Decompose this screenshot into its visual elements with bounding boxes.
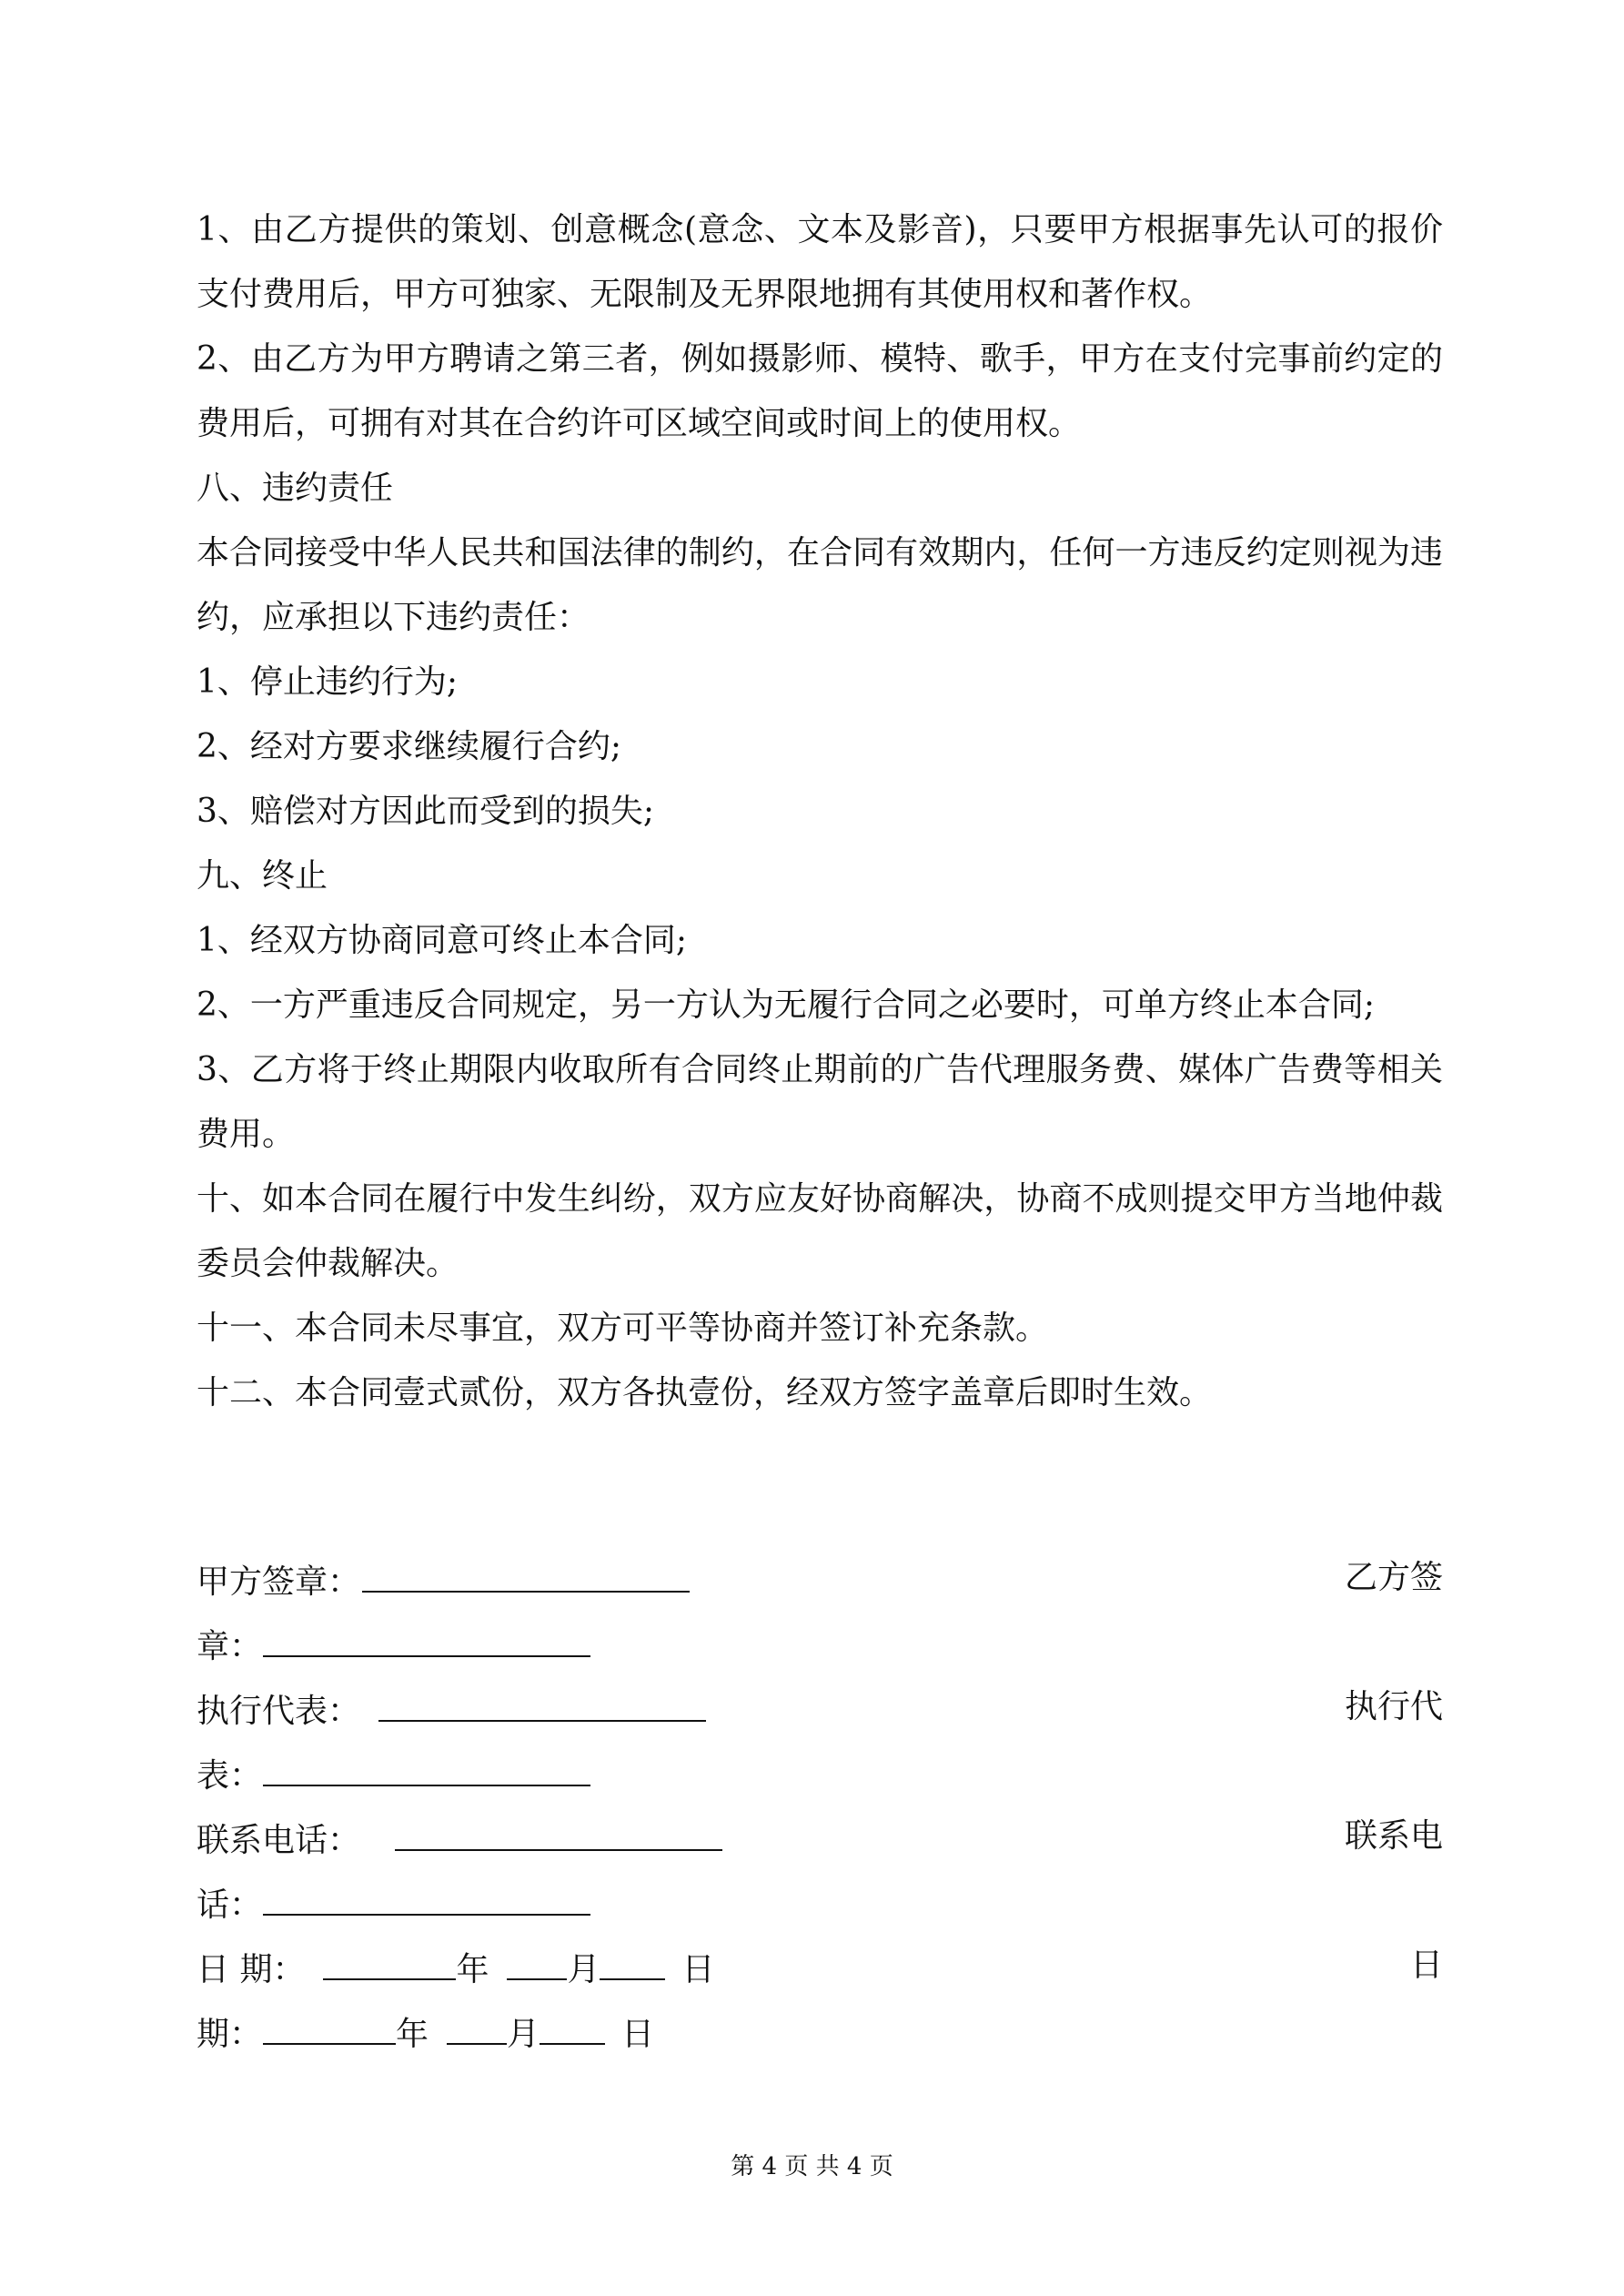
phone-a-row bbox=[197, 1804, 1443, 1868]
body-line: 2、经对方要求继续履行合约; bbox=[197, 728, 622, 765]
signature-block bbox=[197, 1545, 1443, 2062]
rep-a-label: 执行代表： bbox=[197, 1693, 361, 1730]
date-b-year-label: 年 bbox=[396, 2016, 429, 2053]
body-line: 3、赔偿对方因此而受到的损失; bbox=[197, 793, 655, 830]
body-line: 费用。 bbox=[197, 1116, 296, 1153]
date-b-day-label: 日 bbox=[621, 2016, 655, 2053]
contract-body bbox=[197, 197, 1443, 1425]
body-line: 1、由乙方提供的策划、创意概念(意念、文本及影音)，只要甲方根据事先认可的报价 bbox=[197, 211, 1443, 248]
party-a-seal-label: 甲方签章： bbox=[197, 1563, 361, 1601]
rep-a-row bbox=[197, 1674, 1443, 1739]
date-a-row bbox=[197, 1933, 1443, 1998]
body-line: 2、一方严重违反合同规定，另一方认为无履行合同之必要时，可单方终止本合同; bbox=[197, 986, 1376, 1024]
rep-b-row bbox=[197, 1739, 1443, 1804]
date-a-year-label: 年 bbox=[456, 1951, 489, 1988]
date-a-month-blank[interactable] bbox=[507, 1933, 567, 1980]
rep-a-blank[interactable] bbox=[378, 1674, 706, 1722]
body-line: 委员会仲裁解决。 bbox=[197, 1245, 459, 1282]
body-line: 八、违约责任 bbox=[197, 470, 394, 507]
party-a-seal-row bbox=[197, 1545, 1443, 1610]
page-footer: 第 4 页 共 4 页 bbox=[731, 2153, 893, 2180]
date-b-label: 日 bbox=[1409, 1947, 1443, 1984]
date-a-month-label: 月 bbox=[567, 1951, 600, 1988]
phone-b-row bbox=[197, 1868, 1443, 1933]
date-b-day-blank[interactable] bbox=[540, 1998, 605, 2045]
rep-b-blank[interactable] bbox=[263, 1739, 590, 1786]
date-b-month-blank[interactable] bbox=[447, 1998, 507, 2045]
date-b-row bbox=[197, 1998, 1443, 2062]
body-line: 2、由乙方为甲方聘请之第三者，例如摄影师、模特、歌手，甲方在支付完事前约定的 bbox=[197, 340, 1443, 378]
phone-a-blank[interactable] bbox=[395, 1804, 722, 1851]
body-line: 3、乙方将于终止期限内收取所有合同终止期前的广告代理服务费、媒体广告费等相关 bbox=[197, 1051, 1443, 1088]
rep-b-label-cont: 表： bbox=[197, 1757, 263, 1795]
phone-b-blank[interactable] bbox=[263, 1868, 590, 1916]
party-b-seal-blank[interactable] bbox=[263, 1610, 590, 1657]
party-b-seal-label: 乙方签 bbox=[1344, 1559, 1443, 1596]
body-line: 十二、本合同壹式贰份，双方各执壹份，经双方签字盖章后即时生效。 bbox=[197, 1374, 1213, 1411]
party-b-seal-label-cont: 章： bbox=[197, 1628, 263, 1665]
date-a-year-blank[interactable] bbox=[323, 1933, 456, 1980]
body-line: 1、停止违约行为; bbox=[197, 663, 459, 701]
phone-b-label: 联系电 bbox=[1344, 1817, 1443, 1855]
party-b-seal-row bbox=[197, 1610, 1443, 1674]
body-line: 十一、本合同未尽事宜，双方可平等协商并签订补充条款。 bbox=[197, 1310, 1049, 1347]
date-a-day-label: 日 bbox=[681, 1951, 715, 1988]
rep-b-label: 执行代 bbox=[1344, 1688, 1443, 1725]
body-line: 九、终止 bbox=[197, 857, 328, 895]
date-b-month-label: 月 bbox=[507, 2016, 540, 2053]
phone-b-label-cont: 话： bbox=[197, 1886, 263, 1924]
body-line: 支付费用后，甲方可独家、无限制及无界限地拥有其使用权和著作权。 bbox=[197, 276, 1213, 313]
body-line: 约，应承担以下违约责任： bbox=[197, 599, 590, 636]
date-a-label: 日 期： bbox=[197, 1951, 306, 1988]
body-line: 十、如本合同在履行中发生纠纷，双方应友好协商解决，协商不成则提交甲方当地仲裁 bbox=[197, 1180, 1443, 1218]
phone-a-label: 联系电话： bbox=[197, 1822, 361, 1859]
date-b-label-cont: 期： bbox=[197, 2016, 263, 2053]
body-line: 1、经双方协商同意可终止本合同; bbox=[197, 922, 688, 959]
party-a-seal-blank[interactable] bbox=[362, 1545, 690, 1593]
date-a-day-blank[interactable] bbox=[600, 1933, 665, 1980]
body-line: 本合同接受中华人民共和国法律的制约，在合同有效期内，任何一方违反约定则视为违 bbox=[197, 534, 1443, 571]
body-line: 费用后，可拥有对其在合约许可区域空间或时间上的使用权。 bbox=[197, 405, 1082, 442]
date-b-year-blank[interactable] bbox=[263, 1998, 396, 2045]
